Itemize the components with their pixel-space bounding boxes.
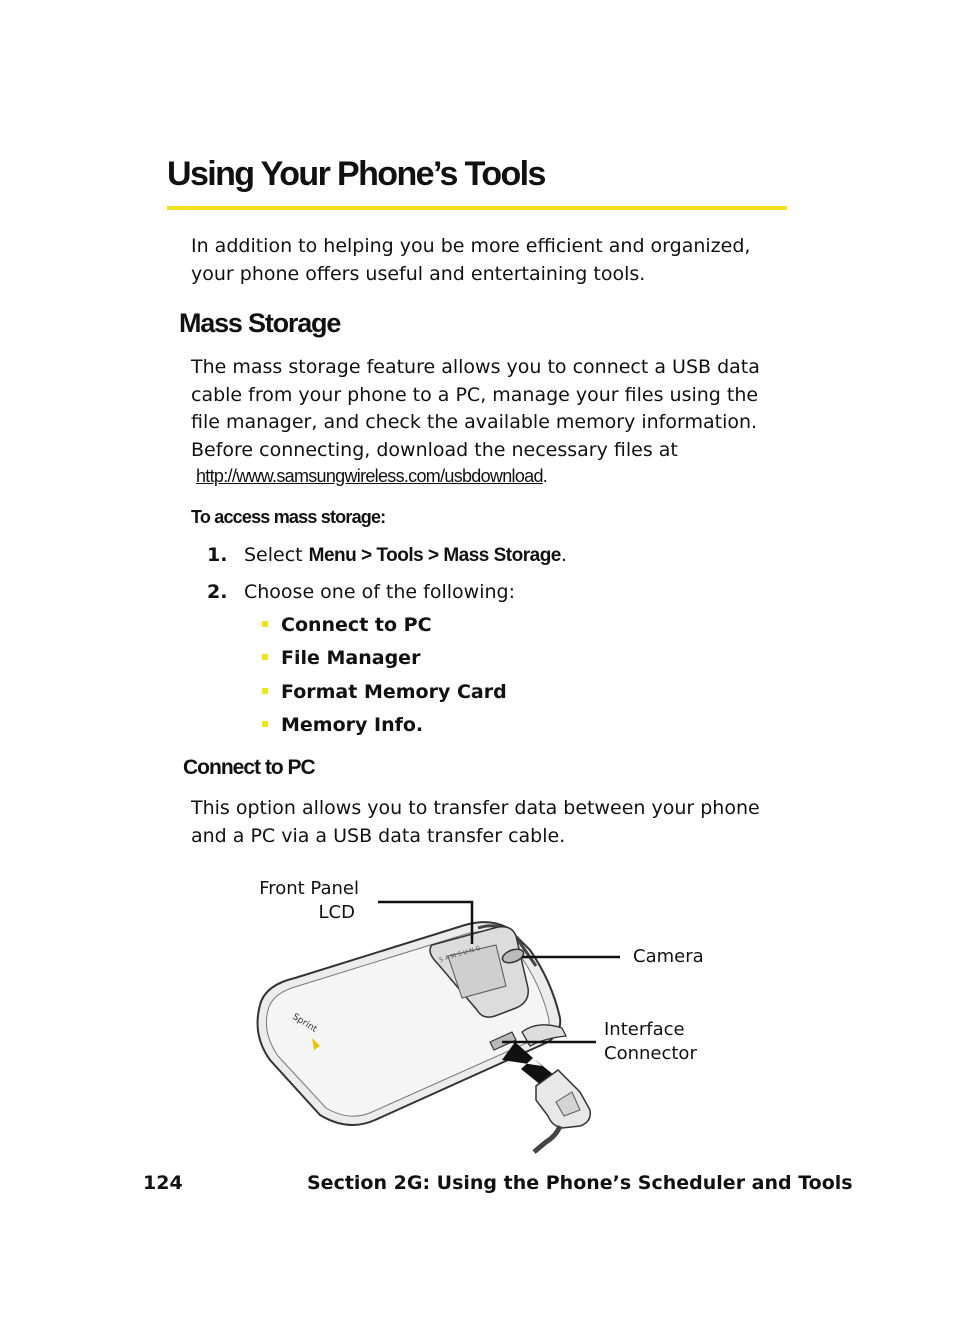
procedure-title: To access mass storage:	[191, 507, 386, 527]
phone-brand-text: SAMSUNG	[438, 944, 484, 964]
bullet-square	[262, 621, 268, 627]
mass-storage-heading: Mass Storage	[179, 308, 341, 338]
mass-storage-line: The mass storage feature allows you to connect a USB data	[191, 356, 760, 378]
option-label: File Manager	[281, 647, 421, 669]
step-number: 2.	[207, 581, 228, 603]
intro-paragraph	[191, 233, 791, 288]
option-label: Format Memory Card	[281, 681, 507, 703]
label-line: Front Panel	[259, 878, 359, 899]
sprint-logo-text: Sprint	[290, 1012, 319, 1035]
download-link-line	[196, 466, 547, 487]
option-format-memory-card	[262, 681, 507, 703]
connect-line: and a PC via a USB data transfer cable.	[191, 824, 566, 847]
label-line: LCD	[318, 902, 355, 923]
step-prefix: Select	[244, 544, 309, 566]
intro-line: In addition to helping you be more efficient and organized,	[191, 235, 751, 257]
camera-label: Camera	[633, 946, 704, 967]
step-command: Menu > Tools > Mass Storage	[308, 545, 561, 566]
intro-line: your phone offers useful and entertaining tools.	[191, 262, 646, 285]
bullet-square	[262, 688, 268, 694]
option-label: Connect to PC	[281, 614, 432, 636]
step-2	[207, 581, 515, 603]
step-suffix: .	[560, 544, 567, 566]
step-text: Choose one of the following:	[244, 581, 515, 603]
link-suffix: .	[542, 466, 548, 486]
option-memory-info	[262, 714, 423, 736]
page-title: Using Your Phone’s Tools	[167, 155, 545, 193]
label-line: Interface	[604, 1019, 685, 1040]
connect-line: This option allows you to transfer data between your phone	[191, 797, 760, 819]
connect-to-pc-heading: Connect to PC	[183, 756, 315, 779]
step-1	[207, 544, 567, 567]
option-file-manager	[262, 647, 420, 669]
mass-storage-paragraph	[191, 354, 791, 464]
option-label: Memory Info.	[281, 714, 424, 736]
footer-section-title: Section 2G: Using the Phone’s Scheduler and Tools	[307, 1172, 853, 1194]
interface-connector-label	[604, 1018, 697, 1066]
title-rule	[167, 206, 787, 210]
mass-storage-line: Before connecting, download the necessary files at	[191, 438, 678, 461]
bullet-square	[262, 654, 268, 660]
front-panel-lcd-label	[257, 877, 359, 925]
step-number: 1.	[207, 544, 228, 566]
label-line: Connector	[604, 1043, 697, 1064]
download-link[interactable]: http://www.samsungwireless.com/usbdownload	[196, 466, 543, 486]
connect-to-pc-paragraph	[191, 795, 791, 850]
usb-cable	[534, 1126, 560, 1152]
bullet-square	[262, 721, 268, 727]
mass-storage-line: file manager, and check the available memory information.	[191, 411, 758, 433]
option-connect-to-pc	[262, 614, 432, 636]
mass-storage-line: cable from your phone to a PC, manage your files using the	[191, 383, 759, 406]
page-number: 124	[143, 1172, 183, 1194]
